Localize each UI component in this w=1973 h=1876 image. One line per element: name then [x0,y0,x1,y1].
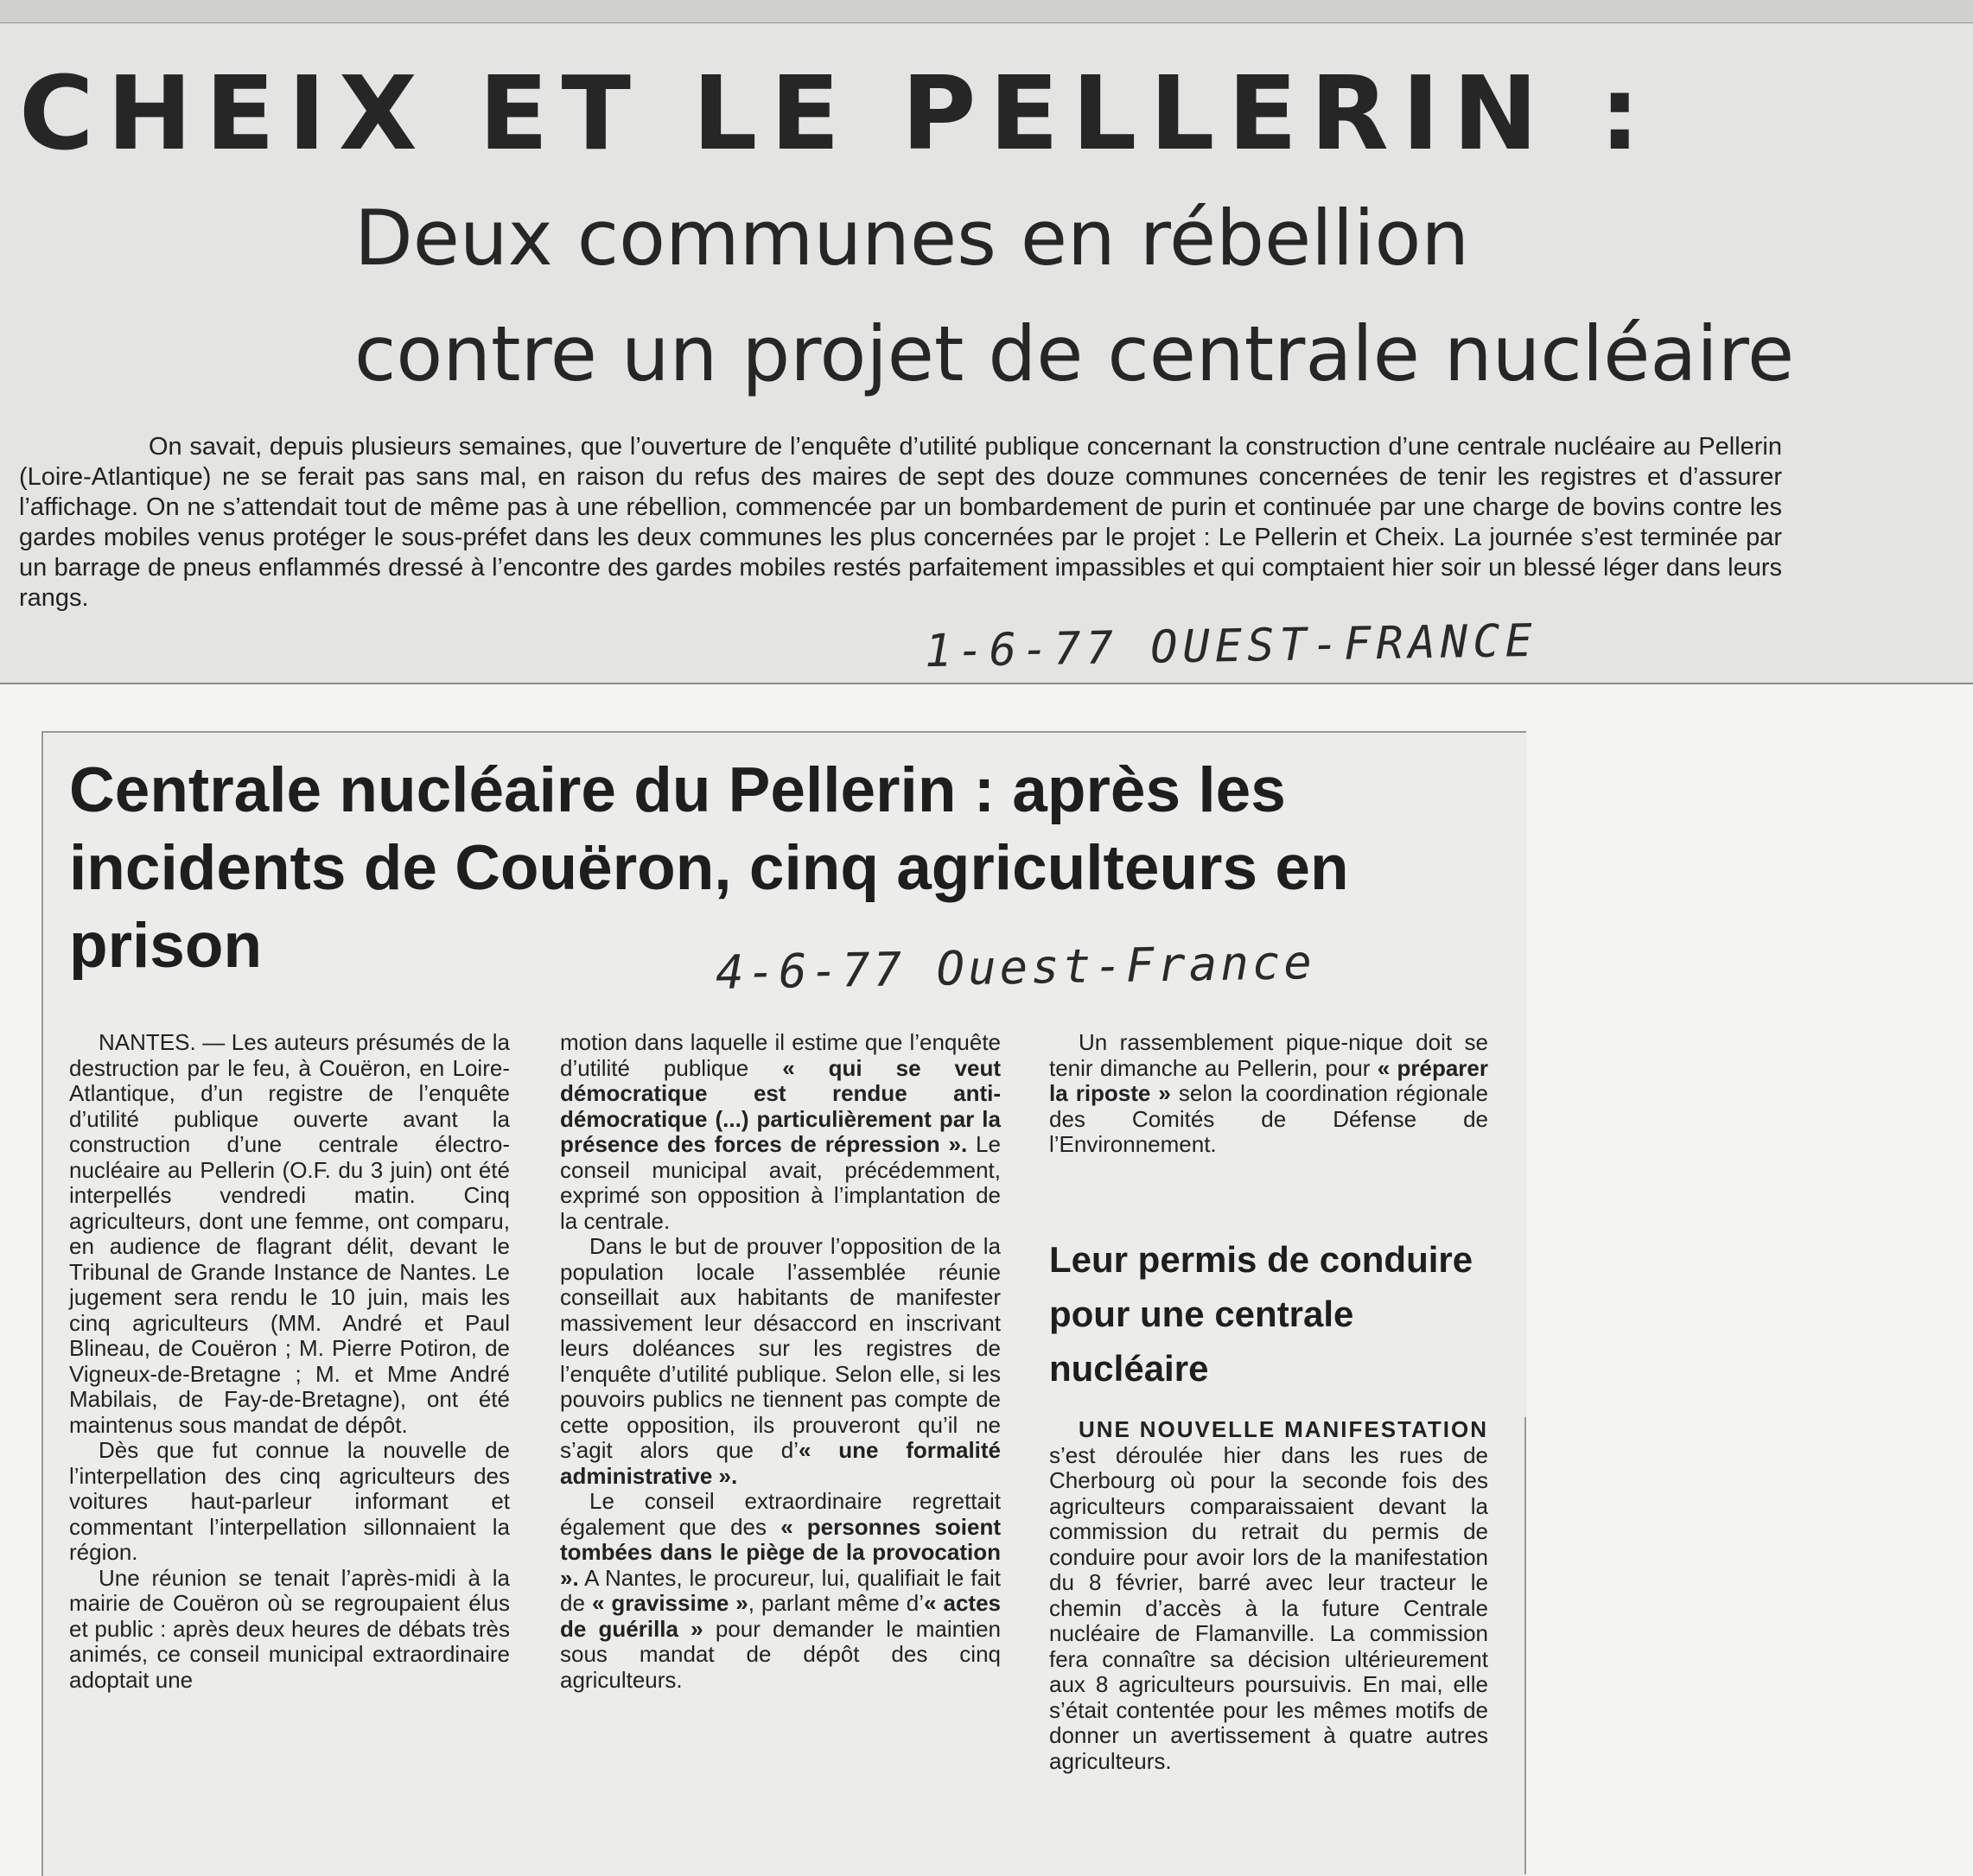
handwritten-date-source-1: 1-6-77 OUEST-FRANCE [924,614,1538,678]
article-column-2 [560,1030,1001,1693]
column-3-paragraph-2 [1049,1417,1488,1774]
column-3-subhead: Leur permis de conduire pour une centrale nucléaire [1049,1239,1473,1389]
text-run: s’est déroulée hier dans les rues de Cherbourg où pour la seconde fois des agriculteurs comparaissaient devant la commission du retrait du permis de conduire pour avoir lors de la manifestation du 8 février, barré avec leur tracteur le chemin d’accès à la future Centrale nucléaire de Flamanville. La commission fera connaître sa décision ultérieurement aux 8 agriculteurs poursuivis. En mai, elle s’était contentée pour les mêmes motifs de donner un avertissement à quatre autres agriculteurs. [1049,1441,1488,1774]
quote-bold: « actes de guérilla » [560,1590,1001,1642]
clipping-1-subhead-line-2: contre un projet de centrale nucléaire [354,309,1795,398]
caps-lead-in: UNE NOUVELLE MANIFESTATION [1079,1416,1488,1442]
quote-bold: « préparer la riposte » [1049,1054,1488,1106]
text-run: , parlant même d’ [748,1590,925,1616]
quote-bold: « qui se veut démocratique est rendue anti-démocratique (...) particulièrement par la présence des forces de répression ». [560,1054,1001,1157]
article-column-1 [69,1030,510,1693]
clipping-1-lead: On savait, depuis plusieurs semaines, que l’ouverture de l’enquête d’utilité publique concernant la construction d’une centrale nucléaire au Pellerin (Loire-Atlantique) ne se ferait pas sans mal, en raison du refus des maires de sept des douze communes concernées de tenir les registres et d’assurer l’affichage. On ne s’attendait tout de même pas à une rébellion, commencée par un bombardement de purin et continuée par une charge de bovins contre les gardes mobiles venus protéger le sous-préfet dans les deux communes les plus concernées par le projet : Le Pellerin et Cheix. La journée s’est terminée par un barrage de pneus enflammés dressé à l’encontre des gardes mobiles restés parfaitement impassibles et qui comptaient hier soir un blessé léger dans leurs rangs. [19,433,1782,612]
article-column-3 [1049,1030,1488,1158]
quote-bold: « personnes soient tombées dans le piège de la provocation ». [560,1513,1002,1591]
text-run: motion dans laquelle il estime que l’enquête d’utilité publique [560,1029,1001,1081]
bleed-through-strip [0,0,1973,23]
column-1-paragraph-1: NANTES. — Les auteurs présumés de la destruction par le feu, à Couëron, en Loire-Atlantique, d’un registre de l’enquête d’utilité publique ouverte avant la construction d’une centrale électro-nucléaire au Pellerin (O.F. du 3 juin) ont été interpellés vendredi matin. Cinq agriculteurs, dont une femme, ont comparu, en audience de flagrant délit, devant le Tribunal de Grande Instance de Nantes. Le jugement sera rendu le 10 juin, mais les cinq agriculteurs (MM. André et Paul Blineau, de Couëron ; M. Pierre Potiron, de Vigneux-de-Bretagne ; M. et Mme André Mabilais, de Fay-de-Bretagne), ont été maintenus sous mandat de dépôt. [69,1029,510,1438]
clipping-1-subhead-line-1: Deux communes en rébellion [354,194,1470,283]
column-3-paragraph-1 [1049,1030,1488,1158]
article-column-3-continued [1049,1417,1488,1774]
text-run: A Nantes, le procureur, lui, qualifiait le fait de [560,1564,1001,1616]
text-run: Dans le but de prouver l’opposition de la population locale l’assemblée réunie conseillait aux habitants de manifester massivement leur désaccord en inscrivant leurs doléances sur les registres de l’enquête d’utilité publique. Selon elle, si les pouvoirs publics ne tiennent pas compte de cette opposition, ils prouveront qu’il ne s’agit alors que d’ [560,1233,1001,1463]
column-2-paragraph-3 [560,1489,1001,1693]
clipping-1-headline: CHEIX ET LE PELLERIN : [19,54,1653,173]
text-run: Le conseil extraordinaire regrettait également que des [560,1488,1001,1540]
text-run: selon la coordination régionale des Comités de Défense de l’Environnement. [1049,1080,1488,1157]
column-2-paragraph-1 [560,1030,1001,1234]
text-run: Un rassemblement pique-nique doit se tenir dimanche au Pellerin, pour [1049,1029,1488,1081]
clipping-2-headline: Centrale nucléaire du Pellerin : après les incidents de Couëron, cinq agriculteurs en prison [69,755,1349,981]
quote-bold: « gravissime » [591,1590,748,1616]
column-1-paragraph-2: Dès que fut connue la nouvelle de l’interpellation des cinq agriculteurs des voitures haut-parleur informant et commentant l’interpellation sillonnaient la région. [69,1437,510,1565]
text-run: Le conseil municipal avait, précédemment, exprimé son opposition à l’implantation de la centrale. [560,1131,1001,1234]
handwritten-date-source-2: 4-6-77 Ouest-France [715,934,1316,1001]
column-1-paragraph-3: Une réunion se tenait l’après-midi à la mairie de Couëron où se regroupaient élus et public : après deux heures de débats très animés, ce conseil municipal extraordinaire adoptait une [69,1564,510,1693]
column-2-paragraph-2 [560,1234,1001,1489]
text-run: pour demander le maintien sous mandat de dépôt des cinq agriculteurs. [560,1615,1001,1693]
quote-bold: « une formalité administrative ». [560,1437,1002,1489]
